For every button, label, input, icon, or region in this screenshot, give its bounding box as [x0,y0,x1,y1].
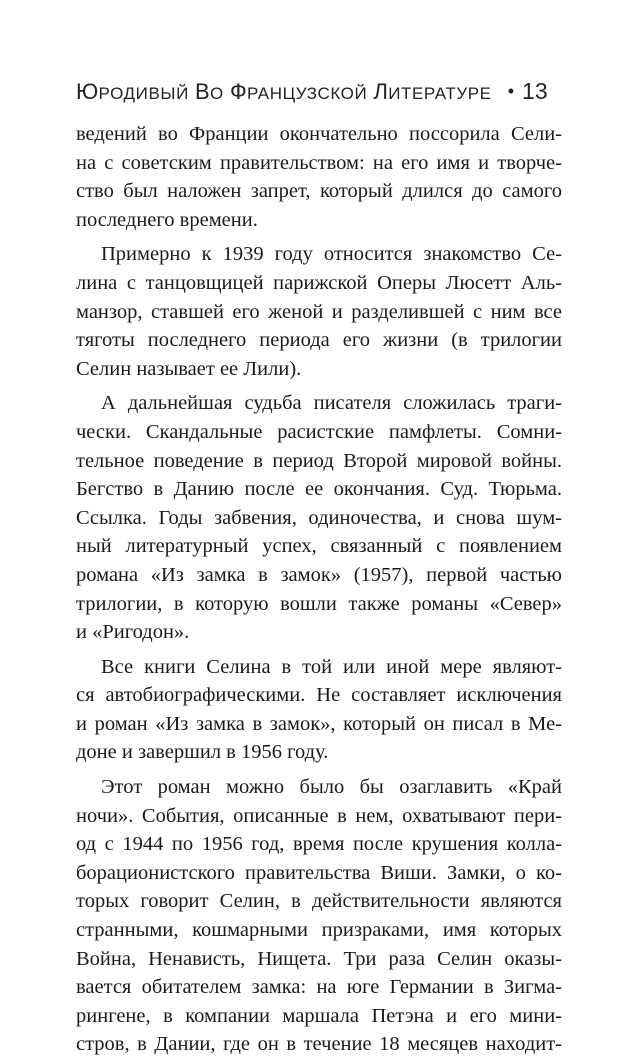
text-line: А дальнейшая судьба писателя сложилась траги- [101,392,562,415]
text-line: рингене, в компании маршала Петэна и его мини- [76,1004,562,1027]
text-line: последнего времени. [76,208,258,231]
text-line: од с 1944 по 1956 год, время после крушения колла- [76,833,562,856]
text-line: романа «Из замка в замок» (1957), первой частью [76,563,562,586]
text-line: доне и завершил в 1956 году. [76,741,329,764]
text-line: тельное поведение в период Второй мировой войны. [76,449,562,472]
text-line: ный литературный успех, связанный с появлением [76,535,562,558]
running-head [76,74,558,108]
text-line: странными, кошмарными призраками, имя которых [76,919,562,942]
text-line: Селин называет ее Лили). [76,357,302,380]
text-line: торых говорит Селин, в действительности являются [76,890,562,913]
text-line: Бегство в Данию после ее окончания. Суд. Тюрьма. [76,478,562,501]
text-line: Примерно к 1939 году относится знакомство Се- [101,243,562,266]
text-line: Война, Ненависть, Нищета. Три раза Селин оказы- [76,947,562,970]
running-head-bullet: • [507,81,515,101]
text-line: ство был наложен запрет, который длился до самого [76,180,562,203]
paragraph [76,120,562,234]
text-line: борационистского правительства Виши. Замки, о ко- [76,861,562,884]
text-line: ведений во Франции окончательно поссорила Сели- [76,123,562,145]
text-line: и «Ригодон». [76,621,190,644]
paragraph [76,653,562,767]
text-line: Все книги Селина в той или иной мере являют- [101,655,562,678]
paragraph [76,240,562,383]
running-head-title: ЮРОДИВЫЙ ВО ФРАНЦУЗСКОЙ ЛИТЕРАТУРЕ [76,79,492,104]
text-line: и роман «Из замка в замок», который он писал в Ме- [76,712,562,735]
page-number: 13 [522,78,548,104]
text-line: Этот роман можно было бы озаглавить «Край [101,776,562,799]
text-line: стров, в Дании, где он в течение 18 месяцев находит- [76,1033,562,1056]
body-text [76,120,562,1059]
text-line: на с советским правительством: на его имя и творче- [76,151,562,174]
text-line: манзор, ставшей его женой и разделившей с ним все [76,300,562,323]
text-line: трилогии, в которую вошли также романы «Север» [76,592,562,615]
paragraph [76,389,562,646]
text-line: тяготы последнего периода его жизни (в трилогии [76,329,562,352]
text-line: чески. Скандальные расистские памфлеты. Сомни- [76,420,562,443]
text-line: вается обитателем замка: на юге Германии в Зигма- [76,976,562,999]
text-line: Ссылка. Годы забвения, одиночества, и снова шум- [76,506,562,529]
paragraph [76,773,562,1059]
text-line: лина с танцовщицей парижской Оперы Люсетт Аль- [76,271,562,294]
text-line: ночи». События, описанные в нем, охватывают пери- [76,804,562,827]
text-line: ся автобиографическими. Не составляет исключения [76,684,562,707]
